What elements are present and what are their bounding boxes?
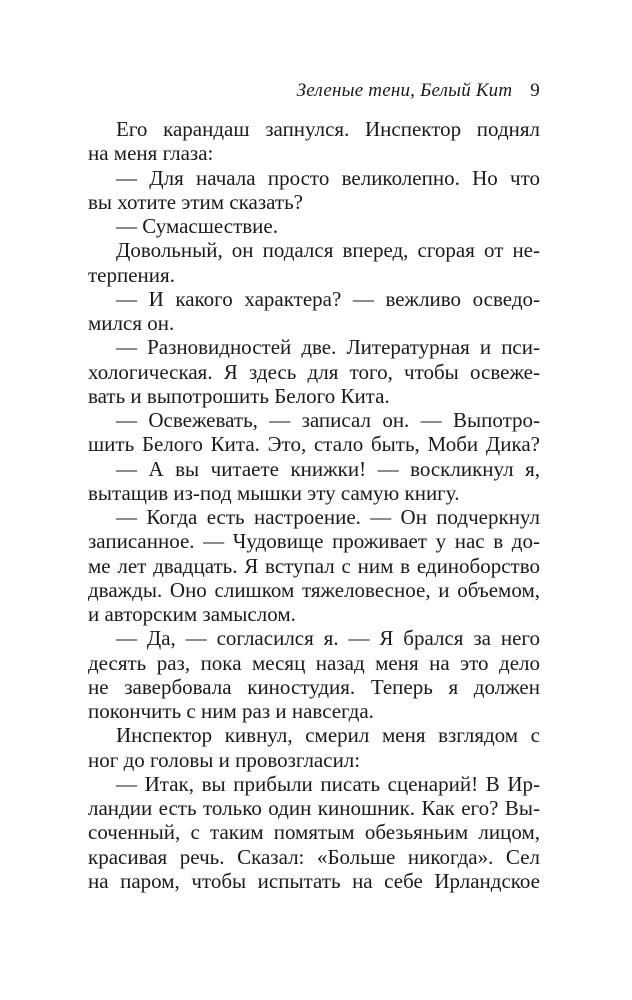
text-line: вать и выпотрошить Белого Кита. (88, 383, 390, 408)
text-line: Инспектор кивнул, смерил меня взглядом с (116, 723, 540, 748)
text-line: покончить с ним раз и навсегда. (88, 699, 374, 723)
text-line: — Для начала просто великолепно. Но что (116, 165, 540, 190)
text-line: на паром, чтобы испытать на себе Ирландское (88, 868, 540, 893)
text-line: хологическая. Я здесь для того, чтобы освеже- (88, 359, 540, 384)
text-line: вы хотите этим сказать? (88, 189, 304, 214)
text-line: не завербовала киностудия. Теперь я должен (88, 674, 540, 699)
text-line: ме лет двадцать. Я вступал с ним в единоборство (88, 553, 540, 578)
text-line: шить Белого Кита. Это, стало быть, Моби Дика? (88, 432, 540, 457)
body-text (88, 117, 540, 893)
text-line: — Итак, вы прибыли писать сценарий! В Ир- (116, 771, 540, 796)
text-line: — Да, — согласился я. — Я брался за него (116, 626, 540, 651)
text-line: дважды. Оно слишком тяжеловесное, и объемом, (88, 577, 540, 602)
text-line: — И какого характера? — вежливо осведо- (116, 286, 540, 311)
text-line: на меня глаза: (88, 141, 214, 166)
text-line: — Освежевать, — записал он. — Выпотро- (116, 408, 540, 432)
text-line: Довольный, он подался вперед, сгорая от не- (116, 238, 540, 263)
text-line: — А вы читаете книжки! — воскликнул я, (116, 456, 540, 481)
text-line: десять раз, пока месяц назад меня на это дело (88, 650, 540, 675)
text-line: — Когда есть настроение. — Он подчеркнул (116, 505, 540, 529)
running-title: Зеленые тени, Белый Кит (296, 80, 513, 101)
running-head (88, 80, 540, 106)
text-line: терпения. (88, 262, 175, 287)
text-line: — Разновидностей две. Литературная и пси- (116, 335, 540, 360)
text-line: мился он. (88, 311, 175, 335)
text-line: вытащив из-под мышки эту самую книгу. (88, 480, 460, 505)
text-line: записанное. — Чудовище проживает у нас в до- (88, 529, 540, 554)
text-line: и авторским замыслом. (88, 602, 296, 626)
text-line: ног до головы и провозгласил: (88, 747, 361, 772)
text-line: — Сумасшествие. (116, 214, 278, 238)
page-number: 9 (530, 80, 540, 101)
text-line: Его карандаш запнулся. Инспектор поднял (116, 117, 540, 141)
text-line: красивая речь. Сказал: «Больше никогда». Сел (88, 844, 540, 869)
text-line: ландии есть только один киношник. Как его? Вы- (88, 796, 540, 820)
text-line: соченный, с таким помятым обезьяньим лицом, (88, 820, 540, 845)
